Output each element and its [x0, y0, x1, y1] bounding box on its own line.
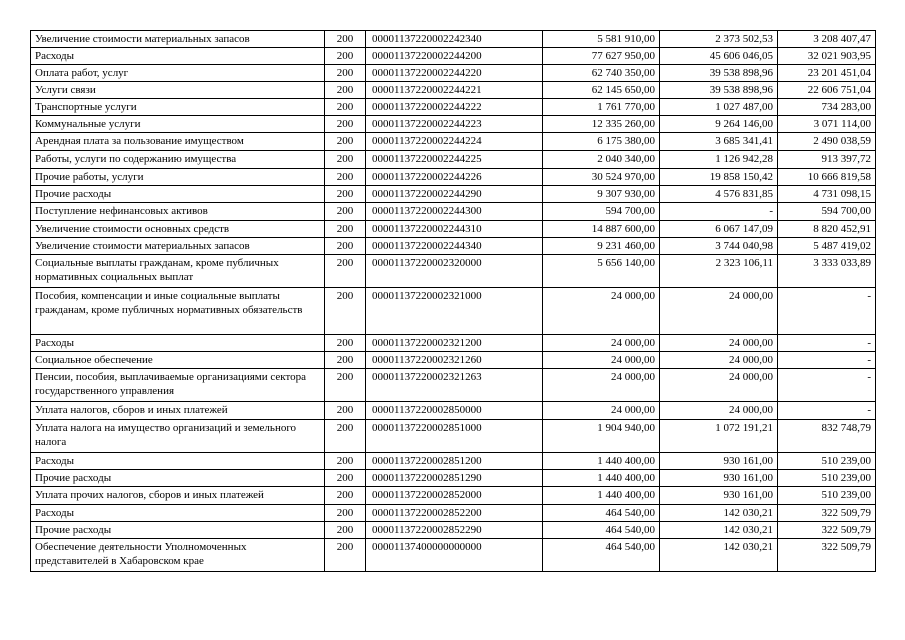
row-line-code: 200	[325, 151, 366, 169]
row-line-code: 200	[325, 352, 366, 369]
row-unexecuted-amount: 734 283,00	[778, 99, 876, 116]
row-classification-code: 00001137220002244200	[366, 48, 543, 65]
row-classification-code: 00001137220002321260	[366, 352, 543, 369]
row-name: Уплата налога на имущество организаций и земельного налога	[31, 420, 325, 453]
row-line-code: 200	[325, 116, 366, 133]
row-approved-amount: 77 627 950,00	[543, 48, 660, 65]
row-classification-code: 00001137220002321000	[366, 288, 543, 335]
table-row	[31, 335, 876, 352]
row-classification-code: 00001137220002851290	[366, 470, 543, 487]
report-sheet	[30, 30, 875, 572]
row-unexecuted-amount: 8 820 452,91	[778, 221, 876, 238]
row-name: Поступление нефинансовых активов	[31, 203, 325, 221]
row-approved-amount: 5 656 140,00	[543, 255, 660, 288]
row-unexecuted-amount: 23 201 451,04	[778, 65, 876, 82]
row-executed-amount: 24 000,00	[660, 288, 778, 335]
row-name: Расходы	[31, 48, 325, 65]
table-row	[31, 420, 876, 453]
row-name: Увеличение стоимости материальных запасов	[31, 31, 325, 48]
row-unexecuted-amount: -	[778, 288, 876, 335]
row-classification-code: 00001137220002850000	[366, 402, 543, 420]
row-unexecuted-amount: 322 509,79	[778, 522, 876, 539]
row-name: Коммунальные услуги	[31, 116, 325, 133]
row-classification-code: 00001137220002244290	[366, 186, 543, 203]
row-name: Расходы	[31, 453, 325, 470]
row-unexecuted-amount: 594 700,00	[778, 203, 876, 221]
row-classification-code: 00001137220002244224	[366, 133, 543, 151]
row-classification-code: 00001137220002321263	[366, 369, 543, 402]
row-line-code: 200	[325, 453, 366, 470]
row-classification-code: 00001137220002321200	[366, 335, 543, 352]
table-row	[31, 255, 876, 288]
row-executed-amount: 24 000,00	[660, 335, 778, 352]
row-name: Социальные выплаты гражданам, кроме публичных нормативных социальных выплат	[31, 255, 325, 288]
row-approved-amount: 30 524 970,00	[543, 169, 660, 186]
row-executed-amount: 3 685 341,41	[660, 133, 778, 151]
table-row	[31, 186, 876, 203]
table-row	[31, 288, 876, 335]
row-line-code: 200	[325, 487, 366, 505]
row-name: Пособия, компенсации и иные социальные выплаты гражданам, кроме публичных нормативных обязательств	[31, 288, 325, 335]
row-approved-amount: 1 904 940,00	[543, 420, 660, 453]
row-name: Уплата налогов, сборов и иных платежей	[31, 402, 325, 420]
table-row	[31, 238, 876, 255]
row-name: Обеспечение деятельности Уполномоченных представителей в Хабаровском крае	[31, 539, 325, 572]
row-approved-amount: 5 581 910,00	[543, 31, 660, 48]
row-line-code: 200	[325, 369, 366, 402]
row-classification-code: 00001137220002244222	[366, 99, 543, 116]
row-name: Услуги связи	[31, 82, 325, 99]
row-unexecuted-amount: 3 208 407,47	[778, 31, 876, 48]
row-executed-amount: -	[660, 203, 778, 221]
table-row	[31, 221, 876, 238]
table-row	[31, 453, 876, 470]
row-unexecuted-amount: 3 333 033,89	[778, 255, 876, 288]
row-line-code: 200	[325, 82, 366, 99]
row-name: Оплата работ, услуг	[31, 65, 325, 82]
table-row	[31, 116, 876, 133]
row-unexecuted-amount: 22 606 751,04	[778, 82, 876, 99]
row-classification-code: 00001137220002244300	[366, 203, 543, 221]
row-classification-code: 00001137220002244310	[366, 221, 543, 238]
row-approved-amount: 14 887 600,00	[543, 221, 660, 238]
row-unexecuted-amount: 913 397,72	[778, 151, 876, 169]
row-line-code: 200	[325, 99, 366, 116]
table-row	[31, 48, 876, 65]
row-executed-amount: 2 373 502,53	[660, 31, 778, 48]
row-executed-amount: 142 030,21	[660, 522, 778, 539]
row-line-code: 200	[325, 238, 366, 255]
row-approved-amount: 1 440 400,00	[543, 487, 660, 505]
row-line-code: 200	[325, 186, 366, 203]
row-classification-code: 00001137220002244226	[366, 169, 543, 186]
row-line-code: 200	[325, 505, 366, 522]
table-row	[31, 151, 876, 169]
table-row	[31, 539, 876, 572]
row-executed-amount: 4 576 831,85	[660, 186, 778, 203]
row-classification-code: 00001137220002851000	[366, 420, 543, 453]
row-line-code: 200	[325, 470, 366, 487]
row-line-code: 200	[325, 335, 366, 352]
row-approved-amount: 1 440 400,00	[543, 470, 660, 487]
row-executed-amount: 24 000,00	[660, 369, 778, 402]
table-row	[31, 133, 876, 151]
row-approved-amount: 464 540,00	[543, 522, 660, 539]
row-executed-amount: 9 264 146,00	[660, 116, 778, 133]
row-executed-amount: 142 030,21	[660, 505, 778, 522]
row-line-code: 200	[325, 133, 366, 151]
table-row	[31, 505, 876, 522]
row-approved-amount: 594 700,00	[543, 203, 660, 221]
row-line-code: 200	[325, 420, 366, 453]
row-executed-amount: 1 126 942,28	[660, 151, 778, 169]
row-line-code: 200	[325, 31, 366, 48]
table-row	[31, 470, 876, 487]
row-executed-amount: 24 000,00	[660, 352, 778, 369]
row-executed-amount: 45 606 046,05	[660, 48, 778, 65]
row-unexecuted-amount: 510 239,00	[778, 470, 876, 487]
row-classification-code: 00001137220002244220	[366, 65, 543, 82]
row-unexecuted-amount: 832 748,79	[778, 420, 876, 453]
row-approved-amount: 24 000,00	[543, 335, 660, 352]
row-executed-amount: 2 323 106,11	[660, 255, 778, 288]
row-executed-amount: 24 000,00	[660, 402, 778, 420]
row-classification-code: 00001137220002244225	[366, 151, 543, 169]
row-executed-amount: 930 161,00	[660, 470, 778, 487]
row-executed-amount: 6 067 147,09	[660, 221, 778, 238]
table-row	[31, 402, 876, 420]
row-name: Расходы	[31, 505, 325, 522]
row-unexecuted-amount: -	[778, 335, 876, 352]
row-name: Увеличение стоимости материальных запасов	[31, 238, 325, 255]
row-unexecuted-amount: 2 490 038,59	[778, 133, 876, 151]
row-unexecuted-amount: 3 071 114,00	[778, 116, 876, 133]
row-classification-code: 00001137220002851200	[366, 453, 543, 470]
row-name: Транспортные услуги	[31, 99, 325, 116]
row-unexecuted-amount: 4 731 098,15	[778, 186, 876, 203]
row-unexecuted-amount: -	[778, 369, 876, 402]
row-executed-amount: 1 072 191,21	[660, 420, 778, 453]
row-classification-code: 00001137220002244223	[366, 116, 543, 133]
row-line-code: 200	[325, 539, 366, 572]
row-unexecuted-amount: -	[778, 352, 876, 369]
row-approved-amount: 9 307 930,00	[543, 186, 660, 203]
table-row	[31, 369, 876, 402]
row-executed-amount: 930 161,00	[660, 453, 778, 470]
row-classification-code: 00001137220002852000	[366, 487, 543, 505]
row-classification-code: 00001137220002852290	[366, 522, 543, 539]
row-line-code: 200	[325, 48, 366, 65]
row-classification-code: 00001137220002244340	[366, 238, 543, 255]
table-row	[31, 203, 876, 221]
row-line-code: 200	[325, 203, 366, 221]
table-row	[31, 99, 876, 116]
row-classification-code: 00001137220002242340	[366, 31, 543, 48]
row-approved-amount: 62 145 650,00	[543, 82, 660, 99]
row-approved-amount: 24 000,00	[543, 402, 660, 420]
row-line-code: 200	[325, 522, 366, 539]
row-name: Работы, услуги по содержанию имущества	[31, 151, 325, 169]
row-name: Арендная плата за пользование имуществом	[31, 133, 325, 151]
row-approved-amount: 62 740 350,00	[543, 65, 660, 82]
row-approved-amount: 9 231 460,00	[543, 238, 660, 255]
row-name: Прочие расходы	[31, 470, 325, 487]
row-line-code: 200	[325, 221, 366, 238]
table-row	[31, 487, 876, 505]
row-line-code: 200	[325, 169, 366, 186]
expenses-table	[30, 30, 876, 572]
row-approved-amount: 24 000,00	[543, 352, 660, 369]
row-approved-amount: 6 175 380,00	[543, 133, 660, 151]
row-executed-amount: 19 858 150,42	[660, 169, 778, 186]
row-executed-amount: 39 538 898,96	[660, 82, 778, 99]
row-executed-amount: 930 161,00	[660, 487, 778, 505]
row-classification-code: 00001137400000000000	[366, 539, 543, 572]
row-approved-amount: 1 761 770,00	[543, 99, 660, 116]
row-unexecuted-amount: 510 239,00	[778, 453, 876, 470]
row-unexecuted-amount: 322 509,79	[778, 539, 876, 572]
row-executed-amount: 142 030,21	[660, 539, 778, 572]
row-classification-code: 00001137220002244221	[366, 82, 543, 99]
row-approved-amount: 2 040 340,00	[543, 151, 660, 169]
row-name: Прочие расходы	[31, 186, 325, 203]
table-row	[31, 82, 876, 99]
row-unexecuted-amount: 10 666 819,58	[778, 169, 876, 186]
row-unexecuted-amount: 32 021 903,95	[778, 48, 876, 65]
row-name: Социальное обеспечение	[31, 352, 325, 369]
expenses-table-body	[31, 31, 876, 572]
row-name: Прочие работы, услуги	[31, 169, 325, 186]
row-line-code: 200	[325, 65, 366, 82]
row-line-code: 200	[325, 255, 366, 288]
row-line-code: 200	[325, 288, 366, 335]
row-approved-amount: 12 335 260,00	[543, 116, 660, 133]
table-row	[31, 169, 876, 186]
table-row	[31, 352, 876, 369]
row-name: Уплата прочих налогов, сборов и иных платежей	[31, 487, 325, 505]
row-unexecuted-amount: 322 509,79	[778, 505, 876, 522]
row-executed-amount: 39 538 898,96	[660, 65, 778, 82]
table-row	[31, 522, 876, 539]
row-approved-amount: 24 000,00	[543, 288, 660, 335]
row-approved-amount: 464 540,00	[543, 505, 660, 522]
row-approved-amount: 1 440 400,00	[543, 453, 660, 470]
row-approved-amount: 464 540,00	[543, 539, 660, 572]
row-unexecuted-amount: 5 487 419,02	[778, 238, 876, 255]
table-row	[31, 65, 876, 82]
row-classification-code: 00001137220002852200	[366, 505, 543, 522]
row-unexecuted-amount: 510 239,00	[778, 487, 876, 505]
row-name: Прочие расходы	[31, 522, 325, 539]
row-executed-amount: 3 744 040,98	[660, 238, 778, 255]
row-name: Пенсии, пособия, выплачиваемые организациями сектора государственного управления	[31, 369, 325, 402]
table-row	[31, 31, 876, 48]
row-unexecuted-amount: -	[778, 402, 876, 420]
row-name: Расходы	[31, 335, 325, 352]
row-approved-amount: 24 000,00	[543, 369, 660, 402]
row-classification-code: 00001137220002320000	[366, 255, 543, 288]
row-line-code: 200	[325, 402, 366, 420]
row-name: Увеличение стоимости основных средств	[31, 221, 325, 238]
row-executed-amount: 1 027 487,00	[660, 99, 778, 116]
